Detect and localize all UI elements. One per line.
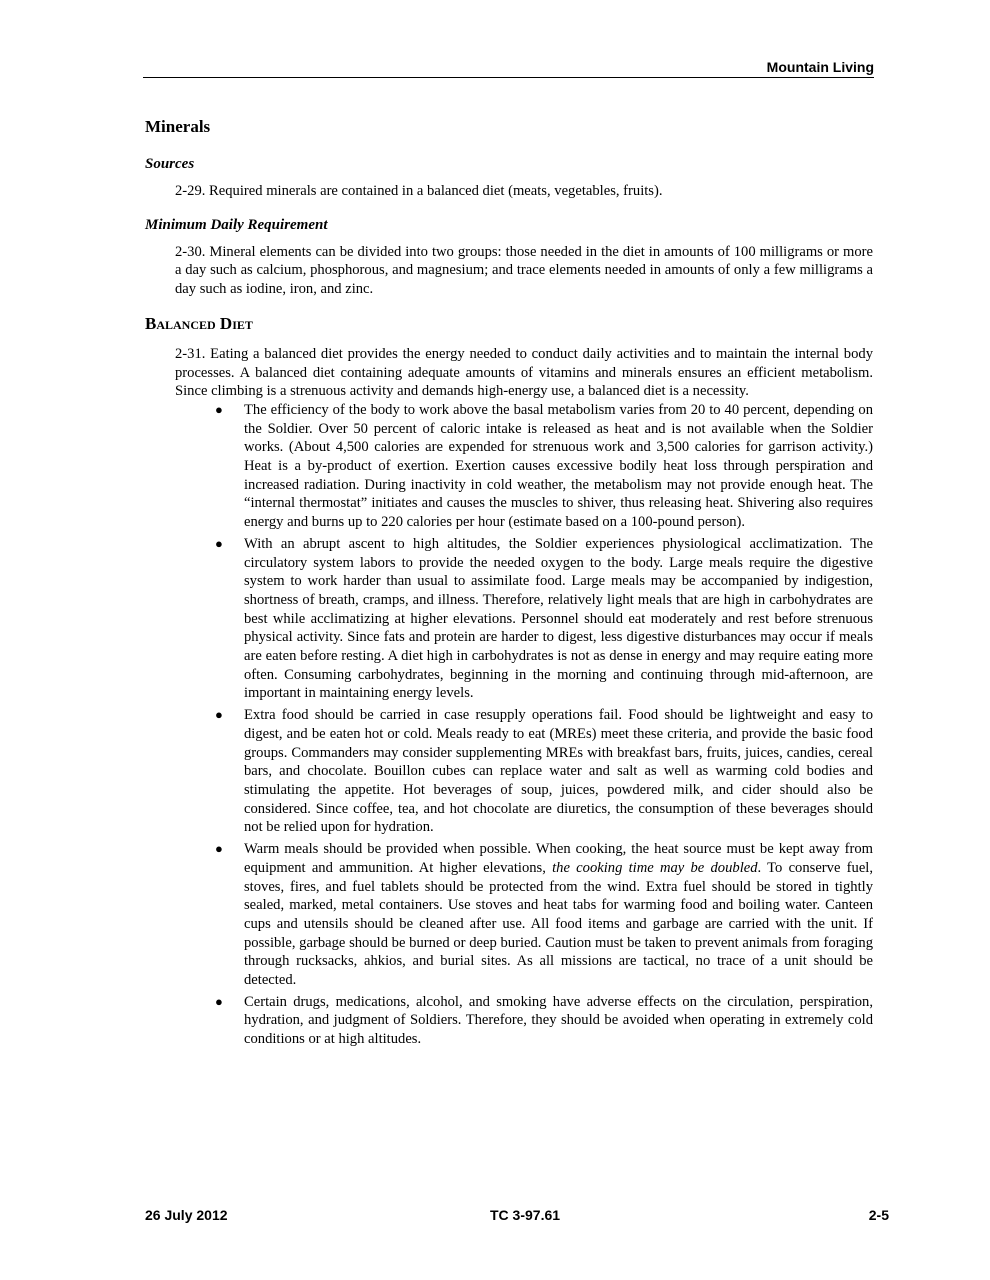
emphasis-text: the cooking time may be doubled bbox=[552, 859, 758, 876]
paragraph-2-31: 2-31. Eating a balanced diet provides the energy needed to conduct daily activities and to maintain the internal body processes. A balanced diet containing adequate amounts of vitamins and minerals ensures an efficient metabolism. Since climbing is a strenuous activity and demands high-energy use, a balanced diet is a necessity. bbox=[175, 345, 873, 400]
bullet-icon: ● bbox=[215, 993, 223, 1009]
list-item-text-after: . To conserve fuel, stoves, fires, and fuel tablets should be protected from the wind. Extra fuel should be stored in tightly sealed, marked, metal containers. Use stoves and heat tabs for warming food and boiling water. Canteen cups and utensils should be cleaned after use. All food items and garbage are carried with the unit. If possible, garbage should be burned or deep buried. Caution must be taken to prevent animals from foraging through rucksacks, ahkios, and burial sites. As all missions are tactical, no trace of a unit should be detected. bbox=[244, 859, 873, 989]
subsection-title-mdr: Minimum Daily Requirement bbox=[145, 216, 328, 233]
bullet-icon: ● bbox=[215, 535, 223, 551]
bullet-icon: ● bbox=[215, 707, 223, 723]
page-content bbox=[145, 116, 873, 1052]
subsection-title-sources: Sources bbox=[145, 156, 195, 172]
list-item-text-before: Warm meals should be provided when possible. When cooking, the heat source must be kept away from equipment and ammunition. At higher elevations, bbox=[244, 841, 873, 876]
bullet-list bbox=[145, 401, 873, 1049]
paragraph-2-29: 2-29. Required minerals are contained in a balanced diet (meats, vegetables, fruits). bbox=[175, 183, 663, 199]
footer-page-number: 2-5 bbox=[868, 1207, 889, 1223]
running-header bbox=[143, 59, 874, 78]
footer-date: 26 July 2012 bbox=[145, 1207, 228, 1223]
list-item-text: The efficiency of the body to work above the basal metabolism varies from 20 to 40 percent, depending on the Soldier. Over 50 percent of caloric intake is released as heat and is not available when the Soldier works. (About 4,500 calories are expended for strenuous work and 3,500 calories for garrison activity.) Heat is a by-product of exertion. Exertion causes excessive bodily heat loss through perspiration and increased radiation. During inactivity in cold weather, the metabolism may not provide enough heat. The “internal thermostat” initiates and causes the muscles to shiver, thus releasing heat. Shivering also requires energy and burns up to 220 calories per hour (estimate based on a 100-pound person). bbox=[244, 401, 873, 531]
bullet-icon: ● bbox=[215, 841, 223, 857]
list-item bbox=[215, 401, 873, 532]
list-item bbox=[215, 993, 873, 1049]
list-item-text: With an abrupt ascent to high altitudes, the Soldier experiences physiological acclimatization. The circulatory system labors to provide the needed oxygen to the body. Large meals require the digestive system to work harder than usual to assimilate food. Large meals may be accompanied by indigestion, shortness of breath, cramps, and illness. Therefore, relatively light meals that are high in carbohydrates are best while acclimatizing at higher elevations. Personnel should eat moderately and rest before strenuous physical activity. Since fats and protein are harder to digest, less digestive disturbances may occur if meals are eaten before resting. A diet high in carbohydrates is not as dense in energy and may require eating more often. Consuming carbohydrates, beginning in the morning and continuing through mid-afternoon, are important in maintaining energy levels. bbox=[244, 535, 873, 702]
list-item bbox=[215, 840, 873, 990]
bullet-icon: ● bbox=[215, 401, 223, 417]
footer-doc-id: TC 3-97.61 bbox=[490, 1207, 561, 1223]
running-title: Mountain Living bbox=[766, 59, 874, 75]
section-title-balanced-diet: Balanced Diet bbox=[145, 313, 253, 333]
list-item bbox=[215, 535, 873, 703]
section-title-minerals: Minerals bbox=[145, 117, 211, 136]
list-item bbox=[215, 706, 873, 837]
list-item-text: Extra food should be carried in case resupply operations fail. Food should be lightweight and easy to digest, and be eaten hot or cold. Meals ready to eat (MREs) meet these criteria, and provide the basic food groups. Commanders may consider supplementing MREs with breakfast bars, fruits, juices, candies, cereal bars, and chocolate. Bouillon cubes can replace water and salt as well as warming cold bodies and stimulating the appetite. Hot beverages of soup, juices, powdered milk, and cider should also be considered. Since coffee, tea, and hot chocolate are diuretics, the consumption of these beverages should not be relied upon for hydration. bbox=[244, 707, 873, 836]
paragraph-2-30: 2-30. Mineral elements can be divided into two groups: those needed in the diet in amounts of 100 milligrams or more a day such as calcium, phosphorous, and magnesium; and trace elements needed in amounts of only a few milligrams a day such as iodine, iron, and zinc. bbox=[175, 243, 873, 298]
list-item-text: Certain drugs, medications, alcohol, and smoking have adverse effects on the circulation, perspiration, hydration, and judgment of Soldiers. Therefore, they should be avoided when operating in extremely cold conditions or at high altitudes. bbox=[244, 993, 873, 1048]
